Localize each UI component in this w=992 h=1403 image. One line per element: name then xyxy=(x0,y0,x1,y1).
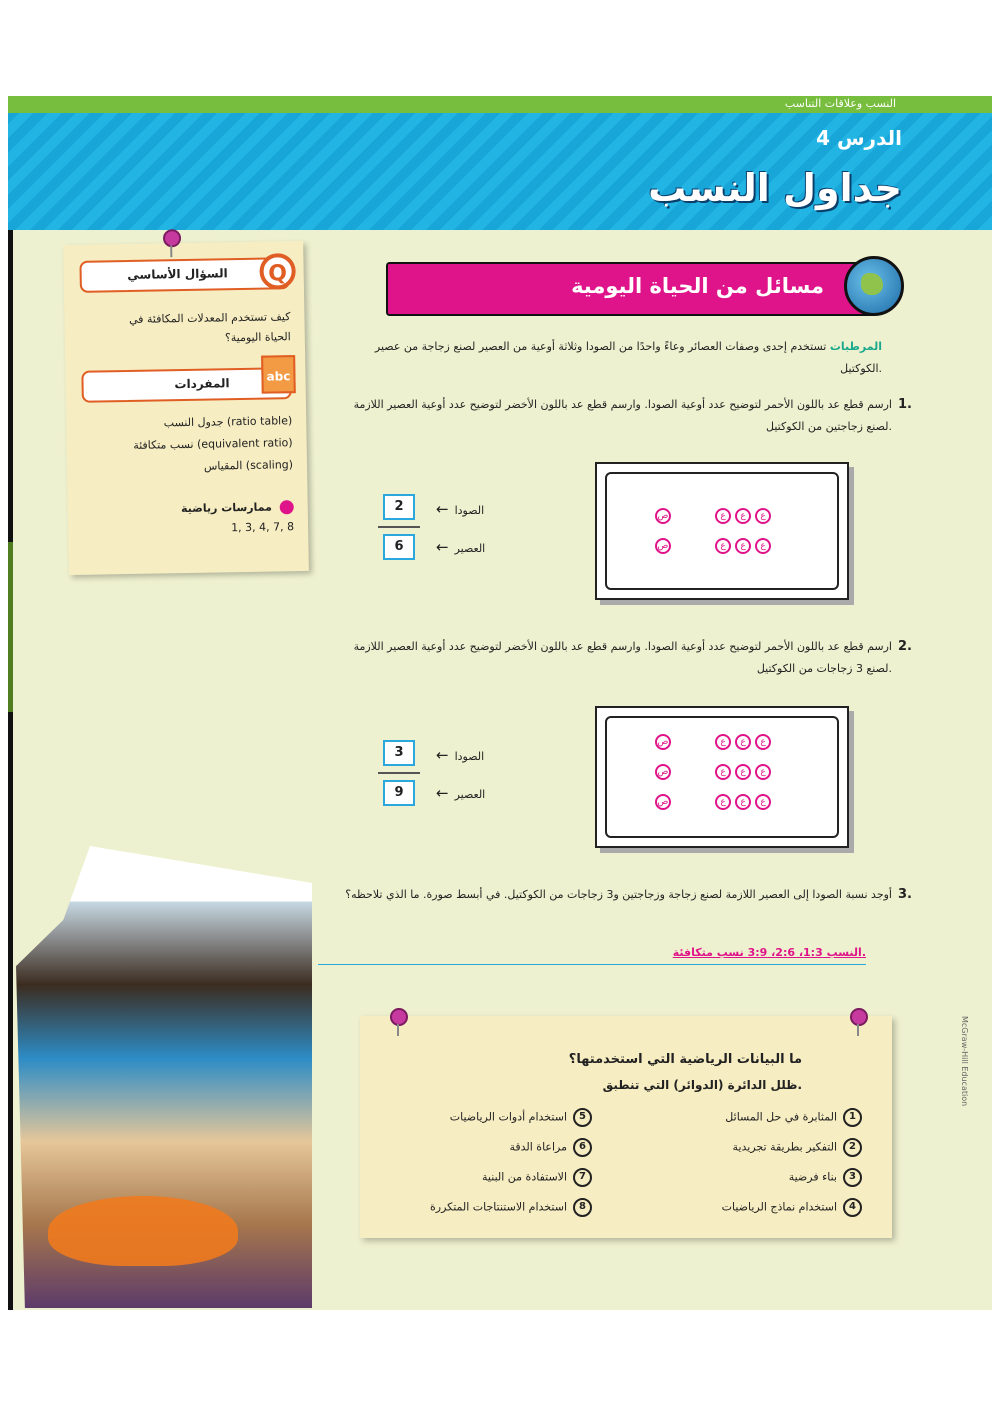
juice-counter: ع xyxy=(735,734,751,750)
counter-row xyxy=(597,764,847,786)
counter-illustration-1 xyxy=(595,462,849,600)
counter-row xyxy=(597,538,847,560)
juice-counter: ع xyxy=(735,538,751,554)
juice-counter: ع xyxy=(755,538,771,554)
juice-counter: ع xyxy=(735,764,751,780)
soda-value-box: 2 xyxy=(383,494,415,520)
counter-row xyxy=(597,734,847,756)
option-circle[interactable]: 7 xyxy=(573,1168,592,1187)
soda-counter: ص xyxy=(655,508,671,524)
chapter-strip-label: النسب وعلاقات التناسب xyxy=(784,97,896,110)
pushpin-icon xyxy=(390,1008,408,1026)
practice-option-5[interactable]: استخدام أدوات الرياضيات 5 xyxy=(450,1108,592,1127)
soda-counter: ص xyxy=(655,764,671,780)
juice-counter: ع xyxy=(755,734,771,750)
answer-line xyxy=(318,946,866,965)
option-circle[interactable]: 5 xyxy=(573,1108,592,1127)
textbook-page xyxy=(8,96,992,1310)
math-practices-label: ممارسات رياضية xyxy=(181,497,294,519)
problem-1 xyxy=(332,394,912,438)
soda-label: ← الصودا xyxy=(436,500,484,518)
banner-title: مسائل من الحياة اليومية xyxy=(571,274,824,298)
practice-option-7[interactable]: الاستفادة من البنية 7 xyxy=(482,1168,592,1187)
option-circle[interactable]: 3 xyxy=(843,1168,862,1187)
juice-label: ← العصير xyxy=(436,784,485,802)
option-circle[interactable]: 6 xyxy=(573,1138,592,1157)
juice-counter: ع xyxy=(715,764,731,780)
option-circle[interactable]: 2 xyxy=(843,1138,862,1157)
soda-value-box: 3 xyxy=(383,740,415,766)
pushpin-icon xyxy=(850,1008,868,1026)
practice-instruction: ظلل الدائرة (الدوائر) التي تنطبق. xyxy=(602,1078,802,1092)
practice-option-2[interactable]: التفكير بطريقة تجريدية 2 xyxy=(733,1138,862,1157)
sidebar-note xyxy=(63,241,309,575)
problem-number: 1. xyxy=(898,397,912,412)
ratio-fraction-1 xyxy=(366,494,516,584)
juice-counter: ع xyxy=(715,794,731,810)
math-practices-note xyxy=(360,1016,892,1238)
juice-counter: ع xyxy=(735,508,751,524)
fraction-bar xyxy=(378,526,420,528)
practice-option-6[interactable]: مراعاة الدقة 6 xyxy=(509,1138,592,1157)
counter-row xyxy=(597,794,847,816)
problem-3 xyxy=(332,884,912,906)
problem-text: ارسم قطع عد باللون الأحمر لتوضيح عدد أوعية الصودا. وارسم قطع عد باللون الأخضر لتوضيح عدد أوعية العصير اللازمة لصنع زجاجتين من الكوكتيل. xyxy=(353,398,892,433)
punch-bowl-photo xyxy=(48,1196,238,1266)
soda-counter: ص xyxy=(655,538,671,554)
vocab-item: المقياس (scaling) xyxy=(203,458,294,473)
practice-option-3[interactable]: بناء فرضية 3 xyxy=(789,1168,862,1187)
practice-option-4[interactable]: استخدام نماذج الرياضيات 4 xyxy=(722,1198,862,1217)
problem-text: ارسم قطع عد باللون الأحمر لتوضيح عدد أوعية الصودا. وارسم قطع عد باللون الأخضر لتوضيح عدد أوعية العصير اللازمة لصنع 3 زجاجات من الكوكتيل. xyxy=(353,640,892,675)
problem-number: 3. xyxy=(898,887,912,902)
counter-illustration-2 xyxy=(595,706,849,848)
essential-question-line-1: كيف تستخدم المعدلات المكافئة في xyxy=(128,310,291,326)
vocabulary-abc-icon: abc xyxy=(261,355,296,394)
page-edge-tab xyxy=(8,542,13,712)
practice-option-1[interactable]: المثابرة في حل المسائل 1 xyxy=(725,1108,862,1127)
problem-number: 2. xyxy=(898,639,912,654)
vocab-item: جدول النسب (ratio table) xyxy=(163,414,293,430)
lesson-number: الدرس 4 xyxy=(816,126,902,150)
answer-text: النسب 1:3، 2:6، 3:9 نسب متكافئة. xyxy=(672,946,866,959)
pushpin-icon xyxy=(163,229,181,247)
juice-value-box: 6 xyxy=(383,534,415,560)
problem-2 xyxy=(332,636,912,680)
vocab-item: نسب متكافئة (equivalent ratio) xyxy=(133,436,293,452)
chapter-strip xyxy=(8,96,992,113)
juice-value-box: 9 xyxy=(383,780,415,806)
essential-question-label-box xyxy=(79,257,290,293)
problem-text: أوجد نسبة الصودا إلى العصير اللازمة لصنع زجاجة وزجاجتين و3 زجاجات من الكوكتيل. في أبسط صورة. ما الذي تلاحظه؟ xyxy=(345,888,892,901)
juice-counter: ع xyxy=(755,764,771,780)
intro-text: تستخدم إحدى وصفات العصائر وعاءً واحدًا من الصودا وثلاثة أوعية من العصير لصنع زجاجة من عصير الكوكتيل. xyxy=(374,340,882,375)
juice-counter: ع xyxy=(715,508,731,524)
option-circle[interactable]: 4 xyxy=(843,1198,862,1217)
real-world-banner xyxy=(386,262,900,316)
counter-row xyxy=(597,508,847,530)
juice-label: ← العصير xyxy=(436,538,485,556)
math-practices-icon xyxy=(280,500,294,514)
practice-question: ما البيانات الرياضية التي استخدمتها؟ xyxy=(568,1052,802,1067)
math-practices-numbers: 1, 3, 4, 7, 8 xyxy=(231,520,295,535)
essential-question-icon: Q xyxy=(259,253,296,290)
vocabulary-label: المفردات xyxy=(174,376,230,392)
juice-counter: ع xyxy=(735,794,751,810)
juice-counter: ع xyxy=(715,734,731,750)
option-circle[interactable]: 8 xyxy=(573,1198,592,1217)
juice-counter: ع xyxy=(755,794,771,810)
juice-counter: ع xyxy=(755,508,771,524)
side-credit: McGraw-Hill Education xyxy=(960,1016,969,1107)
essential-question-line-2: الحياة اليومية؟ xyxy=(224,330,291,345)
vocabulary-label-box xyxy=(81,367,292,403)
essential-question-label: السؤال الأساسي xyxy=(127,266,228,283)
intro-keyword: المرطبات xyxy=(829,340,882,353)
juice-counter: ع xyxy=(715,538,731,554)
lesson-header xyxy=(8,96,992,230)
soda-label: ← الصودا xyxy=(436,746,484,764)
soda-counter: ص xyxy=(655,794,671,810)
lesson-title: جداول النسب xyxy=(648,166,902,210)
practice-option-8[interactable]: استخدام الاستنتاجات المتكررة 8 xyxy=(430,1198,592,1217)
globe-icon xyxy=(844,256,904,316)
option-circle[interactable]: 1 xyxy=(843,1108,862,1127)
intro-paragraph xyxy=(342,336,882,380)
ratio-fraction-2 xyxy=(366,740,516,830)
soda-counter: ص xyxy=(655,734,671,750)
fraction-bar xyxy=(378,772,420,774)
